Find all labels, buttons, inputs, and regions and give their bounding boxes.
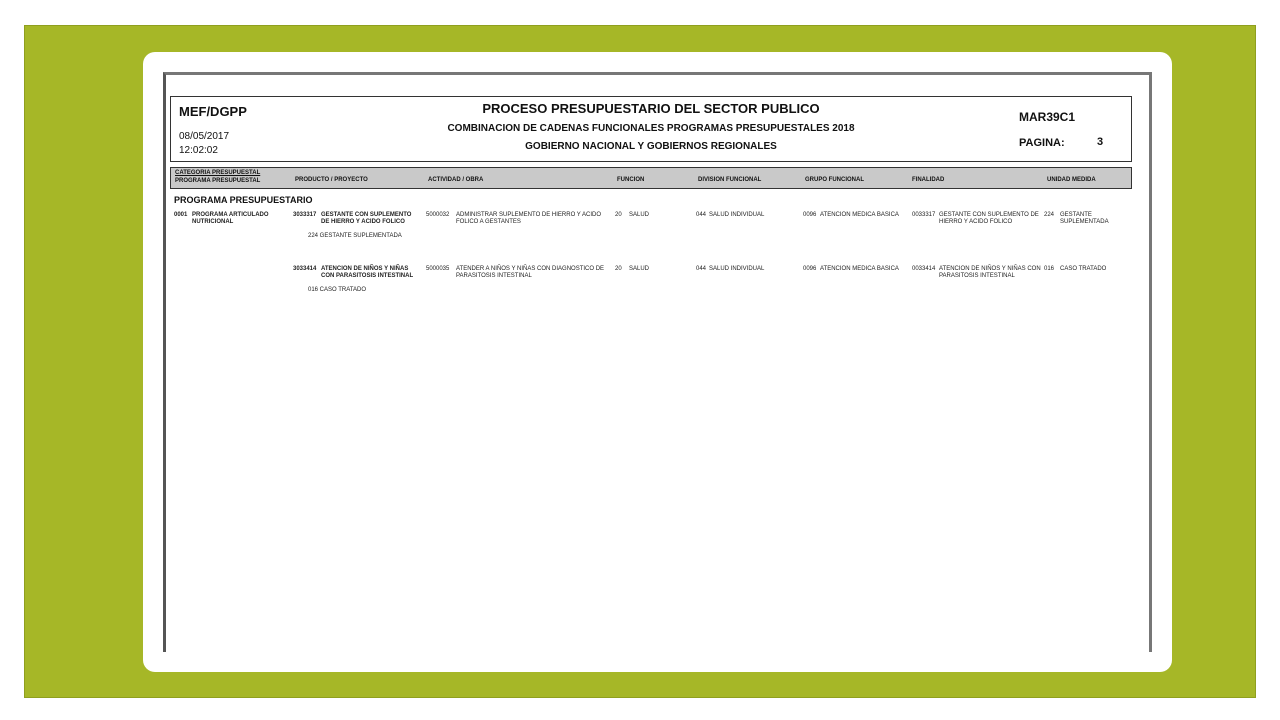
funcion-name: SALUD	[629, 266, 650, 272]
grupo-name: ATENCION MEDICA BASICA	[820, 266, 899, 272]
division-code: 044	[696, 266, 707, 272]
product-code: 3033317	[293, 212, 317, 218]
finalidad-code: 0033317	[912, 212, 936, 218]
col-finalidad: FINALIDAD	[912, 177, 945, 183]
activity-name: ADMINISTRAR SUPLEMENTO DE HIERRO Y ACIDO FOLICO A GESTANTES	[456, 212, 602, 225]
program-name: PROGRAMA ARTICULADO NUTRICIONAL	[192, 212, 269, 225]
column-header-bar	[170, 167, 1132, 189]
division-code: 044	[696, 212, 707, 218]
col-producto: PRODUCTO / PROYECTO	[295, 177, 368, 183]
finalidad-name: ATENCION DE NIÑOS Y NIÑAS CON PARASITOSIS INTESTINAL	[939, 266, 1041, 279]
product-code: 3033414	[293, 266, 317, 272]
col-actividad: ACTIVIDAD / OBRA	[428, 177, 484, 183]
product-name: GESTANTE CON SUPLEMENTO DE HIERRO Y ACIDO FOLICO	[321, 212, 412, 225]
funcion-code: 20	[615, 266, 622, 272]
report-date: 08/05/2017	[179, 131, 230, 142]
report-page	[163, 72, 1152, 652]
page-label: PAGINA:	[1019, 137, 1065, 149]
activity-code: 5000032	[426, 212, 450, 218]
page-number: 3	[1097, 136, 1104, 148]
program-code: 0001	[174, 212, 188, 218]
funcion-code: 20	[615, 212, 622, 218]
finalidad-name: GESTANTE CON SUPLEMENTO DE HIERRO Y ACIDO FOLICO	[939, 212, 1039, 225]
report-time: 12:02:02	[179, 145, 218, 156]
division-name: SALUD INDIVIDUAL	[709, 266, 765, 272]
report-title: PROCESO PRESUPUESTARIO DEL SECTOR PUBLICO	[482, 101, 820, 116]
product-name: ATENCION DE NIÑOS Y NIÑAS CON PARASITOSIS INTESTINAL	[321, 266, 414, 279]
grupo-name: ATENCION MEDICA BASICA	[820, 212, 899, 218]
funcion-name: SALUD	[629, 212, 650, 218]
unidad-name: CASO TRATADO	[1060, 266, 1107, 272]
col-funcion: FUNCION	[617, 177, 645, 183]
col-division: DIVISION FUNCIONAL	[698, 177, 762, 183]
col-unidad: UNIDAD MEDIDA	[1047, 177, 1096, 183]
col-categoria: CATEGORIA PRESUPUESTAL	[175, 170, 261, 176]
finalidad-code: 0033414	[912, 266, 936, 272]
report-subtitle: COMBINACION DE CADENAS FUNCIONALES PROGRAMAS PRESUPUESTALES 2018	[447, 123, 855, 134]
report-header	[170, 96, 1132, 162]
unidad-code: 224	[1044, 212, 1055, 218]
org-name: MEF/DGPP	[179, 104, 247, 119]
grupo-code: 0096	[803, 212, 817, 218]
col-grupo: GRUPO FUNCIONAL	[805, 177, 864, 183]
unidad-name: GESTANTE SUPLEMENTADA	[1060, 212, 1109, 225]
activity-name: ATENDER A NIÑOS Y NIÑAS CON DIAGNOSTICO DE PARASITOSIS INTESTINAL	[456, 266, 605, 279]
product-unit: 016 CASO TRATADO	[308, 287, 367, 293]
col-programa: PROGRAMA PRESUPUESTAL	[175, 178, 261, 184]
product-unit: 224 GESTANTE SUPLEMENTADA	[308, 233, 402, 239]
grupo-code: 0096	[803, 266, 817, 272]
division-name: SALUD INDIVIDUAL	[709, 212, 765, 218]
report-code: MAR39C1	[1019, 110, 1076, 124]
section-title: PROGRAMA PRESUPUESTARIO	[174, 195, 313, 205]
activity-code: 5000035	[426, 266, 450, 272]
report-subtitle-2: GOBIERNO NACIONAL Y GOBIERNOS REGIONALES	[525, 141, 777, 152]
unidad-code: 016	[1044, 266, 1055, 272]
